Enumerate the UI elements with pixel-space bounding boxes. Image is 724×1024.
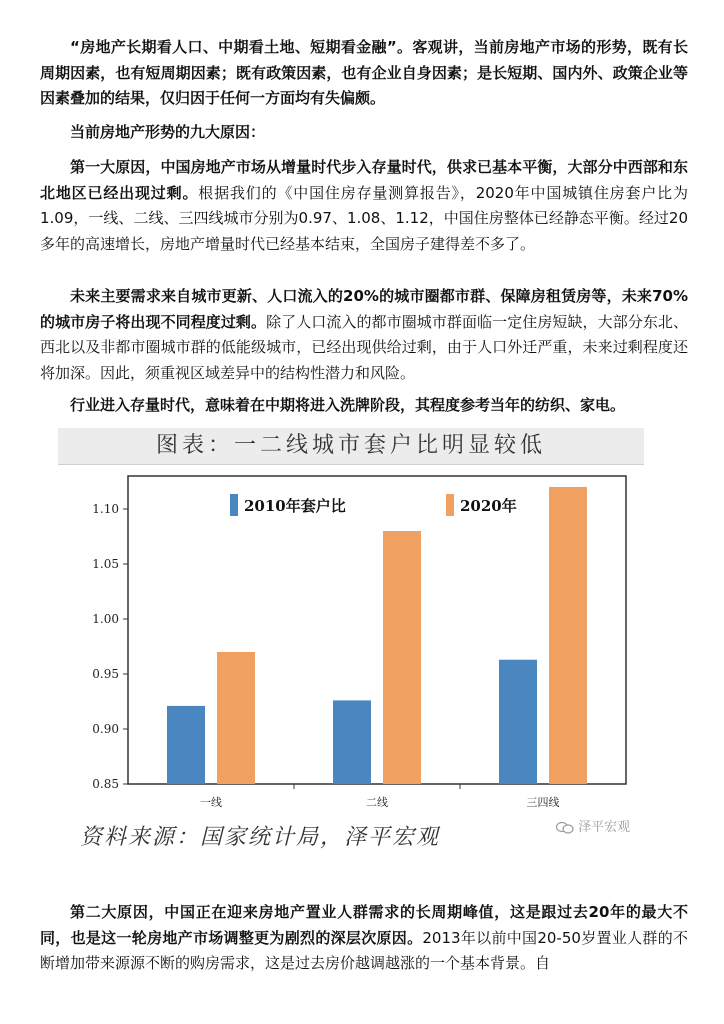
reason-two-bold: 第二大原因，中国正在迎来房地产置业人群需求的长周期峰值，这是跟过去20年的最大不同，也是这一轮房地产市场调整更为剧烈的深层次原因。 [40, 903, 688, 947]
wechat-icon [556, 822, 574, 834]
legend-label-2: 2020年 [460, 497, 517, 515]
y-tick-label: 1.10 [92, 502, 119, 516]
bar-1-2 [333, 700, 371, 784]
y-tick-label: 0.85 [92, 777, 119, 791]
reason-one-text: 根据我们的《中国住房存量测算报告》，2020年中国城镇住房套户比为1.09，一线、二线、三四线城市分别为0.97、1.08、1.12，中国住房整体已经静态平衡。经过20多年的高速增长，房地产增量时代已经基本结束，全国房子建得差不多了。 [40, 183, 688, 253]
x-tick-label: 一线 [200, 796, 222, 809]
paragraph-intro [40, 35, 688, 112]
bar-1-1 [167, 706, 205, 784]
nine-reasons-heading: 当前房地产形势的九大原因： [70, 123, 266, 141]
watermark-text: 泽平宏观 [578, 820, 631, 835]
reason-two-text: 2013年以前中国20-50岁置业人群的不断增加带来源源不断的购房需求，这是过去房价越调越涨的一个基本背景。自 [40, 928, 688, 972]
paragraph-stock-era [40, 393, 688, 419]
future-demand-bold: 未来主要需求来自城市更新、人口流入的20%的城市圈都市群、保障房租赁房等，未来70%的城市房子将出现不同程度过剩。 [40, 287, 688, 331]
y-tick-label: 1.00 [92, 612, 119, 626]
paragraph-reason-two [40, 900, 688, 977]
bar-1-3 [499, 660, 537, 784]
future-demand-text: 除了人口流入的都市圈城市群面临一定住房短缺，大部分东北、西北以及非都市圈城市群的低能级城市，已经出现供给过剩，由于人口外迁严重，未来过剩程度还将加深。因此，须重视区域差异中的结构性潜力和风险。 [40, 312, 688, 382]
legend-swatch-2 [446, 494, 454, 516]
stock-era-text: 行业进入存量时代，意味着在中期将进入洗牌阶段，其程度参考当年的纺织、家电。 [70, 396, 626, 414]
bar-chart [58, 464, 644, 814]
bar-2-1 [217, 652, 255, 784]
y-tick-label: 0.90 [92, 722, 119, 736]
y-tick-label: 1.05 [92, 557, 119, 571]
chart-title: 图表：一二线城市套户比明显较低 [58, 428, 644, 465]
intro-text: “房地产长期看人口、中期看土地、短期看金融”。客观讲，当前房地产市场的形势，既有长周期因素，也有短周期因素；既有政策因素，也有企业自身因素；是长短期、国内外、政策企业等因素叠加的结果，仅归因于任何一方面均有失偏颇。 [40, 38, 688, 107]
legend-label-1: 2010年套户比 [244, 497, 346, 515]
bar-2-2 [383, 531, 421, 784]
x-tick-label: 三四线 [526, 796, 560, 809]
reason-one-bold: 第一大原因，中国房地产市场从增量时代步入存量时代，供求已基本平衡，大部分中西部和东北地区已经出现过剩。 [40, 158, 688, 202]
paragraph-reason-one [40, 155, 688, 257]
bar-2-3 [549, 487, 587, 784]
paragraph-nine-reasons-heading [40, 120, 688, 146]
paragraph-future-demand [40, 284, 688, 386]
legend-swatch-1 [230, 494, 238, 516]
chart-source: 资料来源：国家统计局，泽平宏观 [80, 825, 441, 850]
y-tick-label: 0.95 [92, 667, 119, 681]
x-tick-label: 二线 [366, 796, 388, 809]
watermark [556, 816, 630, 835]
chart-figure [58, 428, 644, 860]
